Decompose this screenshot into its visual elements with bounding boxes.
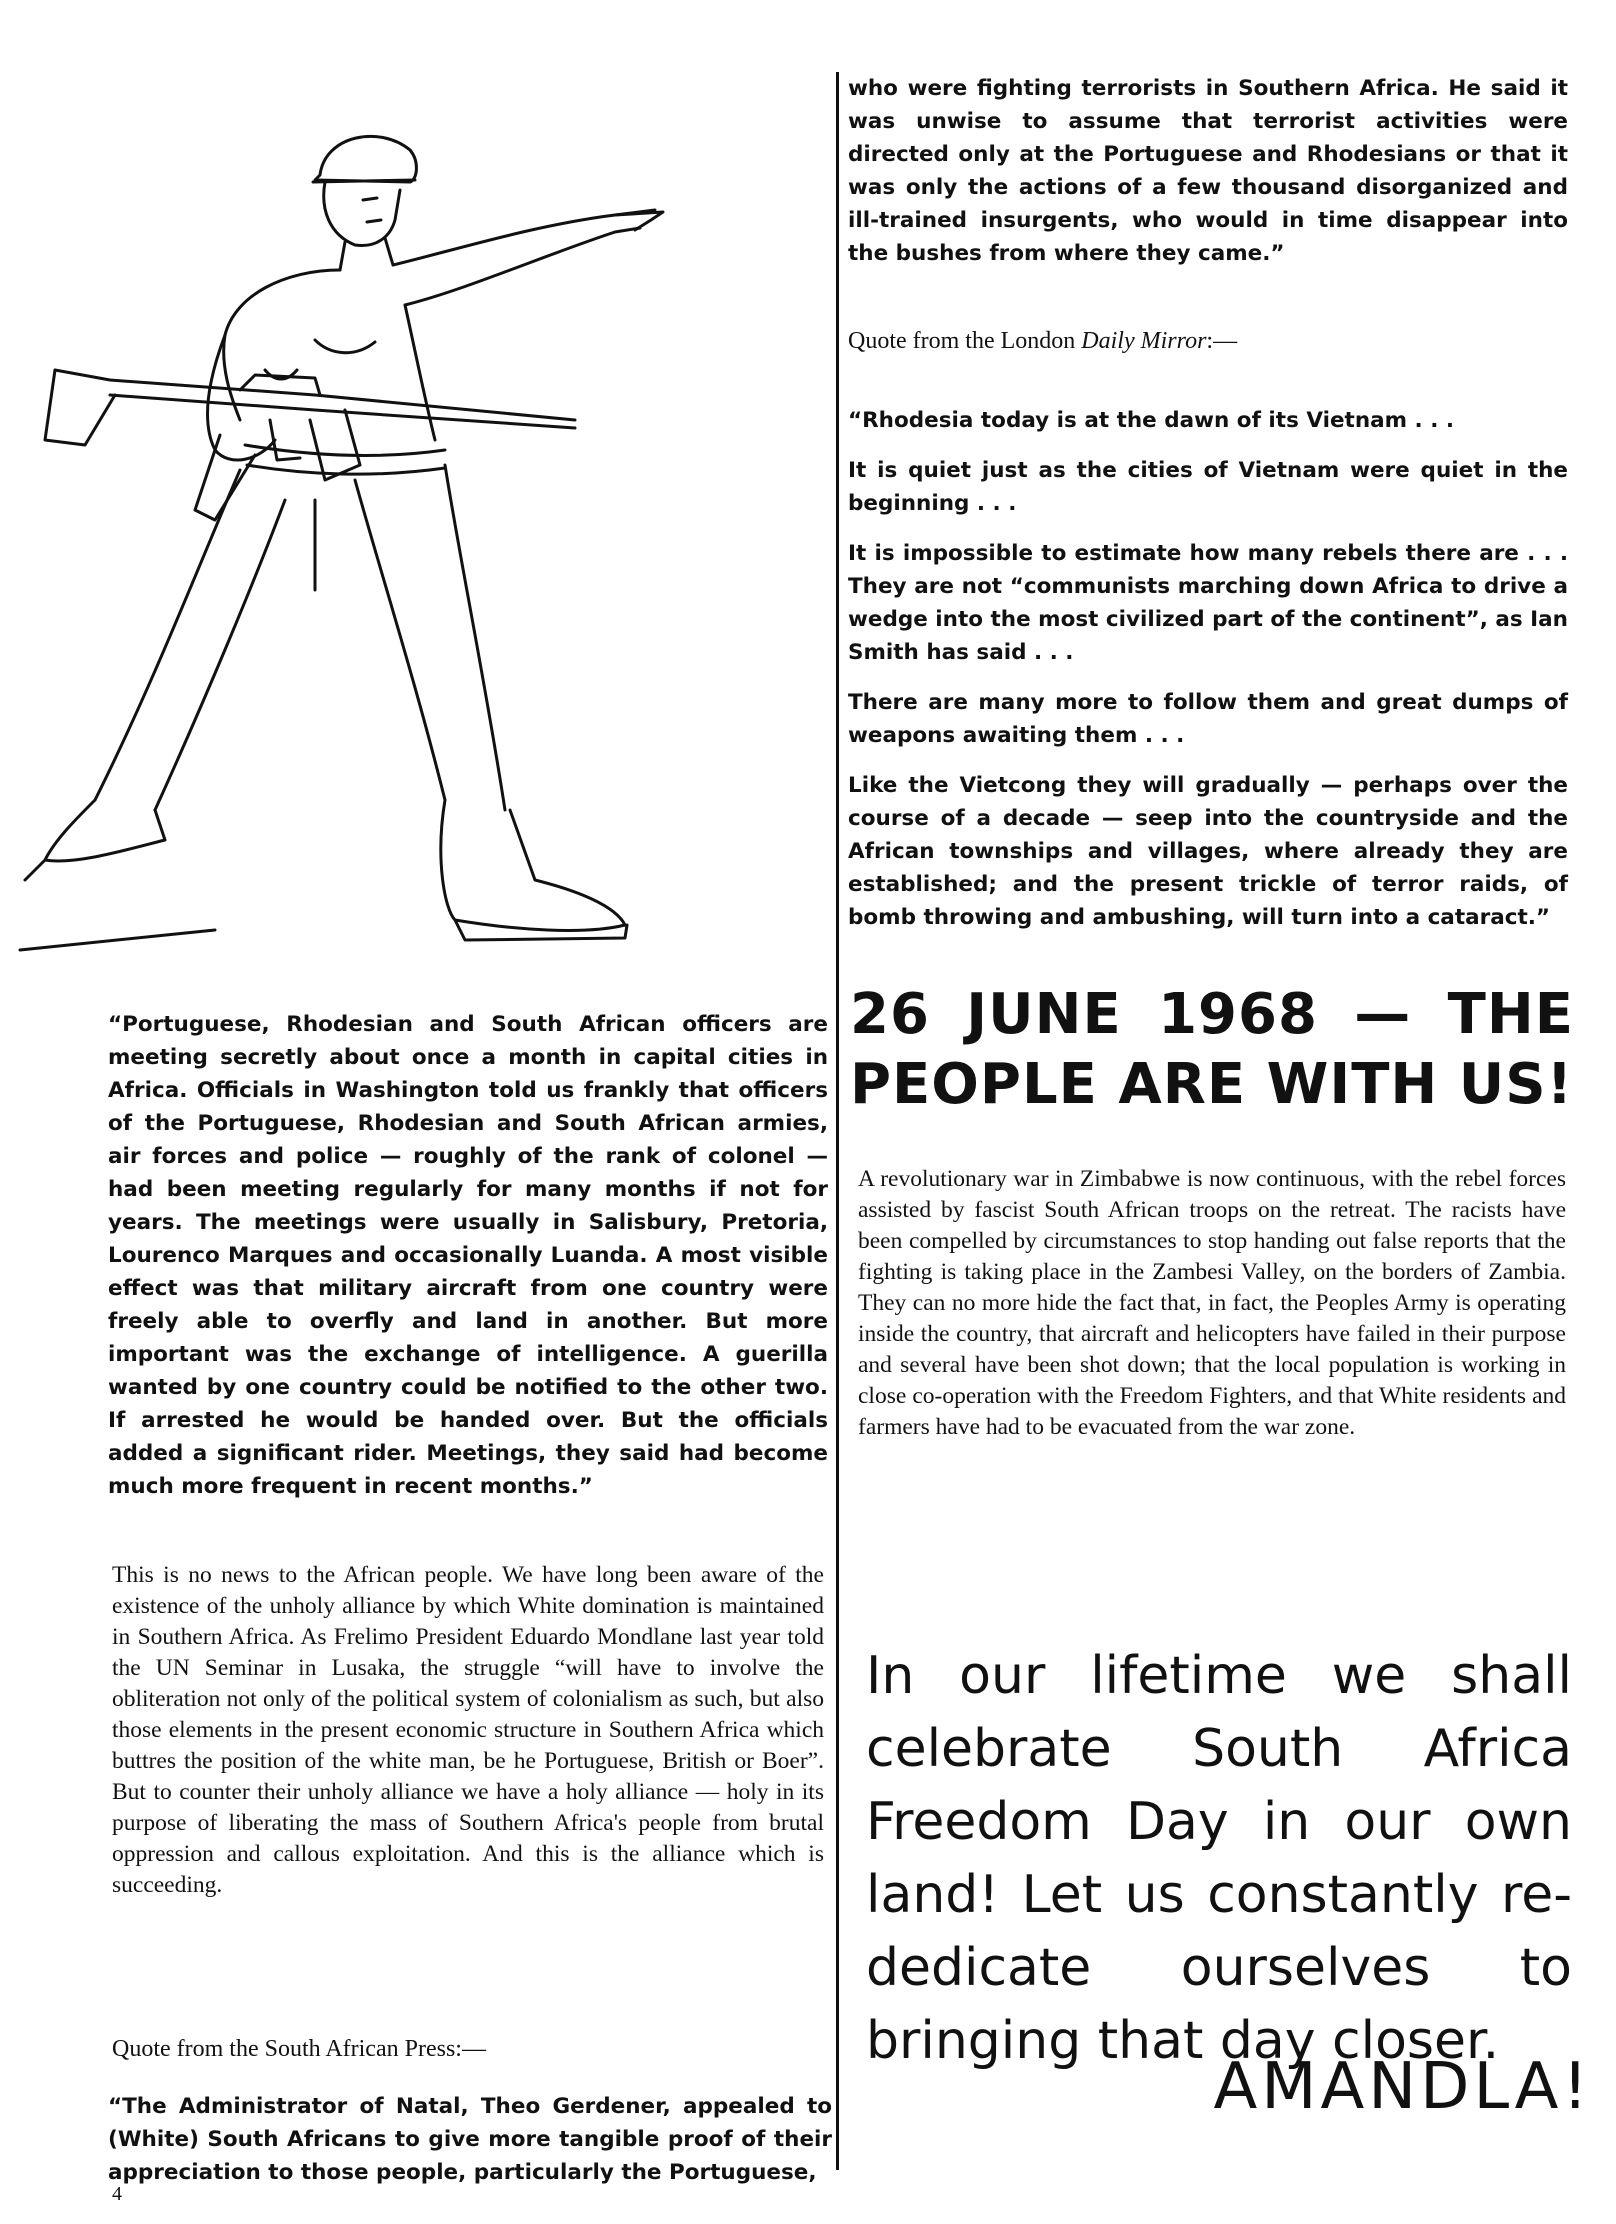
mirror-label-prefix: Quote from the London [848,328,1082,354]
mirror-paragraph: It is impossible to estimate how many rebels there are . . . They are not “communists marching down Africa to drive a wedge into the most civilized part of the continent”, as Ian Smith has said . . . [848,541,1568,665]
body-paragraph-zimbabwe: A revolutionary war in Zimbabwe is now continuous, with the rebel forces assisted by fascist South African troops on the retreat. The racists have been compelled by circumstances to stop handing out false reports that the fighting is taking place in the Zambesi Valley, on the borders of Zambia. They can no more hide the fact that, in fact, the Peoples Army is operating inside the country, that aircraft and helicopters have failed in their purpose and several have been shot down; that the local population is working in close co-operation with the Freedom Fighters, and that White residents and farmers have had to be evacuated from the war zone. [858,1166,1566,1440]
south-african-press-label: Quote from the South African Press:— [112,2036,486,2062]
amandla-closing: AMANDLA! [1213,2050,1592,2124]
soldier-pointing-with-rifle-icon [15,120,695,960]
freedom-day-slogan: In our lifetime we shall celebrate South Africa Freedom Day in our own land! Let us constantly re-dedicate ourselves to bringing that day closer. [866,1646,1572,2071]
mirror-paragraph: Like the Vietcong they will gradually — perhaps over the course of a decade — seep into the countryside and the African townships and villages, where already they are established; and the present trickle of terror raids, of bomb throwing and ambushing, will turn into a cataract.” [848,773,1568,930]
daily-mirror-label [848,328,1568,355]
press-quote: “The Administrator of Natal, Theo Gerdener, appealed to (White) South Africans to give more tangible proof of their appreciation to those people, particularly the Portuguese, [108,2094,832,2185]
mirror-paragraph: “Rhodesia today is at the dawn of its Vietnam . . . [848,408,1455,433]
headline: 26 JUNE 1968 — THE PEOPLE ARE WITH US! [850,982,1574,1117]
officers-quote: “Portuguese, Rhodesian and South African officers are meeting secretly about once a month in capital cities in Africa. Officials in Washington told us frankly that officers of the Portuguese, Rhodesian and South African armies, air forces and police — roughly of the rank of colonel — had been meeting regularly for many months if not for years. The meetings were usually in Salisbury, Pretoria, Lourenco Marques and occasionally Luanda. A most visible effect was that military aircraft from one country were freely able to overfly and land in another. But more important was the exchange of intelligence. A guerilla wanted by one country could be notified to the other two. If arrested he would be handed over. But the officials added a significant rider. Meetings, they said had become much more frequent in recent months.” [108,1012,828,1499]
daily-mirror-quote [848,404,1568,951]
mirror-label-source: Daily Mirror [1081,328,1207,354]
mirror-label-suffix: :— [1206,328,1238,354]
body-paragraph-alliance: This is no news to the African people. We have long been aware of the existence of the unholy alliance by which White domination is maintained in Southern Africa. As Frelimo President Eduardo Mondlane last year told the UN Seminar in Lusaka, the struggle “will have to involve the obliteration not only of the political system of colonialism as such, but also those elements in the present economic structure in Southern Africa which buttres the position of the white man, be he Portuguese, British or Boer”. But to counter their unholy alliance we have a holy alliance — holy in its purpose of liberating the mass of Southern Africa's people from brutal oppression and callous exploitation. And this is the alliance which is succeeding. [112,1562,824,1898]
page-number: 4 [112,2183,122,2205]
mirror-paragraph: There are many more to follow them and great dumps of weapons awaiting them . . . [848,690,1568,748]
press-quote-continued: who were fighting terrorists in Southern Africa. He said it was unwise to assume that terrorist activities were directed only at the Portuguese and Rhodesians or that it was only the actions of a few thousand disorganized and ill-trained insurgents, who would in time disappear into the bushes from where they came.” [848,76,1568,266]
column-divider [836,72,839,2170]
mirror-paragraph: It is quiet just as the cities of Vietnam were quiet in the beginning . . . [848,458,1568,516]
